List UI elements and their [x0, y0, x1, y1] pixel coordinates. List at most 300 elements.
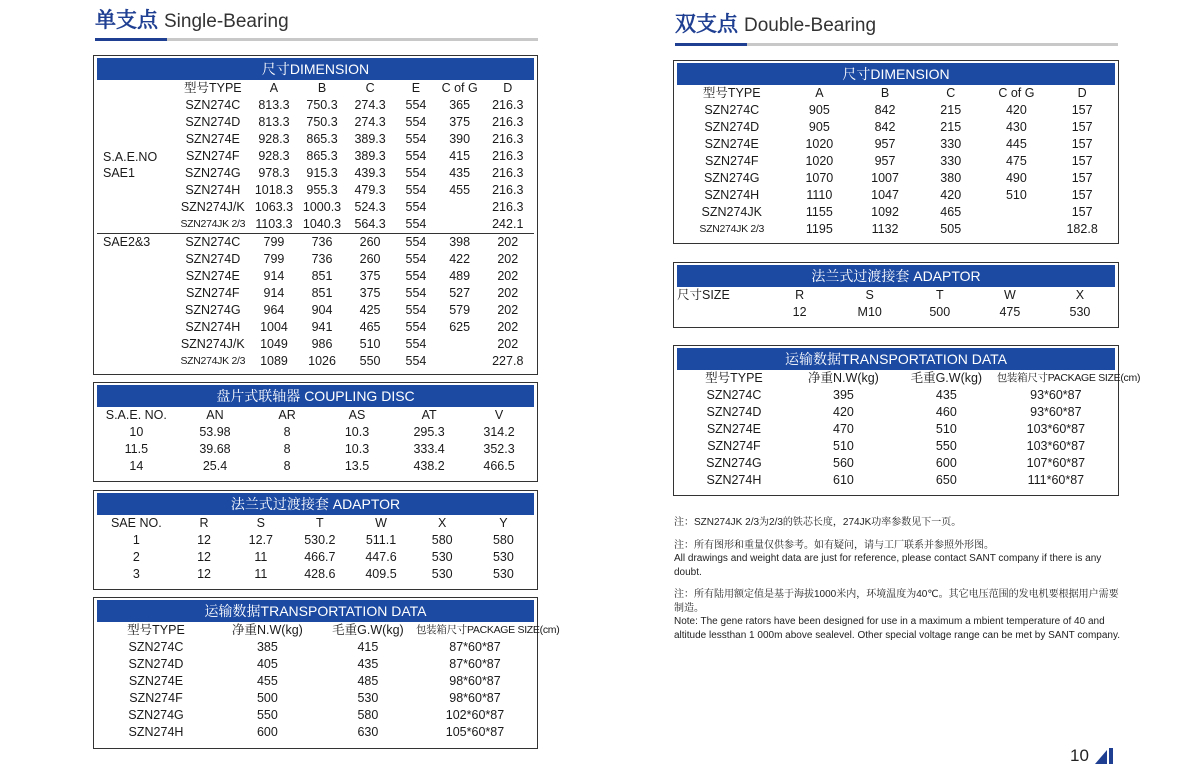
- table-cell: SZN274D: [185, 115, 241, 129]
- table-cell: 202: [497, 337, 519, 351]
- table-row: [97, 639, 534, 656]
- table-cell: 389.3: [354, 149, 386, 163]
- table-cell: 157: [1071, 171, 1093, 185]
- table-cell: 736: [311, 252, 333, 266]
- table-cell: 216.3: [492, 132, 524, 146]
- table-title-row: [97, 58, 534, 80]
- header-row: [97, 407, 534, 424]
- table-cell: 799: [250, 234, 298, 252]
- note-2-cn: 注：所有图形和重量仅供参考。如有疑问，请与工厂联系并参照外形图。: [674, 539, 994, 551]
- table-cell: 385: [256, 640, 278, 654]
- column-header: S: [865, 288, 874, 302]
- table-cell: 851: [311, 286, 333, 300]
- table-cell: 957: [874, 137, 896, 151]
- table-cell: 227.8: [492, 354, 524, 368]
- table-cell: 750.3: [306, 115, 338, 129]
- table-cell: 390: [449, 132, 471, 146]
- column-header: AN: [206, 408, 224, 422]
- table-cell: 3: [132, 567, 140, 581]
- column-header: W: [1003, 288, 1016, 302]
- column-header: 净重N.W(kg): [232, 623, 303, 637]
- table-cell: SZN274C: [185, 98, 241, 112]
- right-dimension-table: [673, 60, 1119, 244]
- table-cell: 157: [1071, 205, 1093, 219]
- table-cell: 986: [311, 337, 333, 351]
- table-cell: 375: [449, 115, 471, 129]
- table-cell: SZN274F: [705, 154, 759, 168]
- table-cell: 202: [497, 320, 519, 334]
- table-cell: SZN274F: [186, 149, 240, 163]
- table-cell: 428.6: [304, 567, 336, 581]
- table-cell: 8: [283, 459, 291, 473]
- table-cell: 1155: [805, 205, 833, 219]
- table-cell: 550: [359, 354, 381, 368]
- table-title-row: [97, 385, 534, 407]
- left-title-en: Single-Bearing: [164, 11, 289, 32]
- table-cell: M10: [857, 305, 882, 319]
- column-header: B: [317, 81, 327, 95]
- table-row: [677, 221, 1115, 238]
- table-cell: 420: [940, 188, 962, 202]
- table-cell: 554: [405, 132, 427, 146]
- table-row: [677, 187, 1115, 204]
- table-cell: 98*60*87: [449, 674, 501, 688]
- table-cell: 465: [359, 320, 381, 334]
- left-dimension-body: [97, 58, 534, 370]
- table-cell: 215: [940, 103, 962, 117]
- table-cell: 554: [405, 320, 427, 334]
- column-header: AS: [348, 408, 366, 422]
- table-cell: 510: [359, 337, 381, 351]
- table-cell: 530: [431, 567, 453, 581]
- table-cell: SZN274H: [185, 320, 241, 334]
- table-cell: SZN274G: [706, 456, 762, 470]
- table-cell: 333.4: [413, 442, 445, 456]
- table-cell: 750.3: [306, 98, 338, 112]
- header-row: [677, 287, 1115, 304]
- table-cell: 425: [359, 303, 381, 317]
- table-title: 尺寸DIMENSION: [677, 63, 1115, 85]
- table-cell: SZN274F: [129, 691, 183, 705]
- table-cell: 1007: [871, 171, 899, 185]
- table-cell: SZN274C: [706, 388, 762, 402]
- table-cell: 1018.3: [254, 183, 294, 197]
- table-cell: 554: [405, 166, 427, 180]
- table-cell: 182.8: [1066, 222, 1098, 236]
- table-cell: 865.3: [306, 132, 338, 146]
- table-cell: 1049: [260, 337, 288, 351]
- column-header: SAE NO.: [110, 516, 162, 530]
- table-cell: 39.68: [199, 442, 231, 456]
- table-row: [97, 532, 534, 549]
- table-title-row: [97, 493, 534, 515]
- table-cell: 157: [1071, 188, 1093, 202]
- table-cell: 11: [254, 567, 268, 581]
- table-cell: 202: [497, 303, 519, 317]
- table-cell: 1047: [871, 188, 899, 202]
- table-cell: SZN274H: [704, 188, 760, 202]
- table-cell: 389.3: [354, 132, 386, 146]
- table-cell: SZN274H: [185, 183, 241, 197]
- table-cell: 1092: [871, 205, 899, 219]
- table-cell: 25.4: [202, 459, 228, 473]
- table-cell: 905: [808, 120, 830, 134]
- table-cell: 610: [833, 473, 854, 487]
- table-cell: 157: [1071, 154, 1093, 168]
- note-1: 注：SZN274JK 2/3为2/3的铁芯长度，274JK功率参数见下一页。: [674, 517, 962, 528]
- header-row: [677, 85, 1115, 102]
- left-title-underline: [95, 38, 538, 41]
- table-cell: 851: [311, 269, 333, 283]
- column-header: C: [946, 86, 956, 100]
- table-cell: [677, 304, 765, 321]
- table-cell: 11.5: [124, 442, 149, 456]
- table-cell: SZN274C: [128, 640, 184, 654]
- table-cell: 330: [940, 154, 962, 168]
- table-cell: 554: [405, 200, 427, 214]
- left-dimension-table: [93, 55, 538, 375]
- table-cell: 415: [449, 149, 471, 163]
- table-row: [677, 438, 1115, 455]
- column-header: C of G: [441, 81, 478, 95]
- column-header: Y: [499, 516, 508, 530]
- table-cell: [984, 221, 1050, 238]
- column-header: 净重N.W(kg): [808, 371, 879, 385]
- page-number: 10: [1070, 746, 1089, 765]
- table-cell: 435: [935, 388, 957, 402]
- column-header: T: [316, 516, 324, 530]
- column-header: 型号TYPE: [183, 81, 242, 95]
- table-row: [97, 724, 534, 741]
- table-cell: 202: [497, 286, 519, 300]
- table-cell: SZN274D: [706, 405, 762, 419]
- table-cell: 216.3: [492, 183, 524, 197]
- table-cell: 550: [256, 708, 278, 722]
- column-header: S: [256, 516, 266, 530]
- table-title: 法兰式过渡接套 ADAPTOR: [677, 265, 1115, 287]
- table-title: 运输数据TRANSPORTATION DATA: [97, 600, 534, 622]
- table-cell: 915.3: [306, 166, 338, 180]
- table-cell: 600: [256, 725, 278, 739]
- table-cell: 1000.3: [302, 200, 342, 214]
- right-adaptor-table: [673, 262, 1119, 328]
- header-row: [677, 370, 1115, 387]
- table-cell: 524.3: [354, 200, 386, 214]
- table-cell: 1110: [806, 188, 833, 202]
- table-cell: 12: [197, 567, 211, 581]
- column-header: S.A.E. NO.: [105, 408, 167, 422]
- table-cell: 941: [311, 320, 333, 334]
- table-cell: 435: [449, 166, 471, 180]
- table-cell: SZN274J/K: [180, 337, 245, 351]
- table-cell: 1: [132, 533, 140, 547]
- table-cell: 554: [405, 98, 427, 112]
- table-cell: 914: [263, 286, 285, 300]
- table-cell: 202: [497, 252, 519, 266]
- table-cell: 375: [359, 269, 381, 283]
- table-row: [97, 458, 534, 475]
- table-cell: 8: [283, 425, 291, 439]
- table-cell: 554: [405, 337, 427, 351]
- table-cell: 447.6: [365, 550, 397, 564]
- table-cell: 964: [263, 303, 285, 317]
- column-header: X: [1075, 288, 1085, 302]
- table-cell: 554: [405, 149, 427, 163]
- table-cell: 455: [449, 183, 471, 197]
- table-cell: 53.98: [199, 425, 231, 439]
- column-header: C of G: [998, 86, 1035, 100]
- table-cell: SZN274JK 2/3: [699, 223, 765, 235]
- table-cell: 554: [405, 115, 427, 129]
- table-cell: SZN274JK 2/3: [180, 355, 246, 367]
- table-cell: 103*60*87: [1026, 439, 1086, 453]
- right-title-cn: 双支点: [675, 13, 738, 36]
- table-row: [97, 656, 534, 673]
- table-cell: 475: [999, 305, 1021, 319]
- left-title-cn: 单支点: [95, 9, 158, 32]
- table-row: [677, 153, 1115, 170]
- table-cell: 157: [1071, 103, 1093, 117]
- table-cell: 380: [940, 171, 962, 185]
- column-header: 型号TYPE: [705, 371, 763, 385]
- table-cell: SZN274JK: [701, 205, 762, 219]
- table-cell: 955.3: [306, 183, 338, 197]
- table-cell: 842: [874, 103, 896, 117]
- table-title-row: [97, 600, 534, 622]
- table-cell: 93*60*87: [1030, 405, 1082, 419]
- table-cell: 554: [394, 234, 438, 252]
- table-cell: 439.3: [354, 166, 386, 180]
- note-2-en: All drawings and weight data are just for reference, please contact SANT company if there is any doubt.: [674, 553, 1102, 578]
- table-title: 尺寸DIMENSION: [97, 58, 534, 80]
- column-header: A: [269, 81, 279, 95]
- table-cell: 1070: [805, 171, 834, 185]
- table-cell: 314.2: [483, 425, 515, 439]
- table-cell: 216.3: [492, 98, 524, 112]
- table-cell: 813.3: [258, 98, 290, 112]
- table-cell: SZN274H: [706, 473, 762, 487]
- table-cell: 405: [256, 657, 278, 671]
- table-cell: SZN274F: [186, 286, 240, 300]
- table-cell: SZN274F: [707, 439, 761, 453]
- table-cell: 260: [346, 234, 394, 252]
- table-cell: SZN274D: [185, 252, 241, 266]
- table-cell: 216.3: [492, 166, 524, 180]
- header-row: [97, 515, 534, 532]
- table-cell: 799: [263, 252, 285, 266]
- table-row: [677, 170, 1115, 187]
- table-title-row: [677, 265, 1115, 287]
- column-header: A: [815, 86, 824, 100]
- table-cell: SZN274C: [176, 234, 250, 252]
- table-cell: 978.3: [258, 166, 290, 180]
- table-cell: 12: [197, 533, 211, 547]
- table-cell: 527: [449, 286, 471, 300]
- table-row: [97, 97, 534, 114]
- column-header: 毛重G.W(kg): [332, 623, 404, 637]
- note-3-cn: 注：所有陆用额定值是基于海拔1000米内，环境温度为40℃。其它电压范围的发电机要根据用户需要制造。: [674, 589, 1119, 614]
- table-cell: 365: [449, 98, 471, 112]
- table-cell: 330: [940, 137, 962, 151]
- table-cell: 1089: [260, 354, 288, 368]
- table-cell: 564.3: [354, 217, 386, 231]
- table-title: 法兰式过渡接套 ADAPTOR: [97, 493, 534, 515]
- table-cell: 445: [1005, 137, 1027, 151]
- table-cell: 905: [808, 103, 830, 117]
- table-row: [677, 119, 1115, 136]
- table-cell: 928.3: [258, 149, 290, 163]
- group-header-cell: [97, 80, 176, 97]
- table-cell: 216.3: [492, 200, 524, 214]
- table-cell: 216.3: [492, 115, 524, 129]
- table-cell: 928.3: [258, 132, 290, 146]
- table-cell: 630: [357, 725, 379, 739]
- column-header: AT: [421, 408, 437, 422]
- table-cell: 420: [1005, 103, 1027, 117]
- table-cell: 466.5: [483, 459, 515, 473]
- table-cell: 260: [359, 252, 381, 266]
- header-row: [97, 622, 534, 639]
- table-row: [677, 404, 1115, 421]
- table-cell: 10.3: [344, 425, 370, 439]
- column-header: T: [935, 288, 944, 302]
- table-cell: 580: [492, 533, 514, 547]
- table-cell: [438, 336, 482, 353]
- table-cell: 465: [940, 205, 962, 219]
- table-cell: 352.3: [483, 442, 515, 456]
- table-cell: 554: [405, 303, 427, 317]
- table-cell: SZN274G: [185, 166, 241, 180]
- coupling-disc-table: [93, 382, 538, 482]
- table-cell: 1004: [260, 320, 288, 334]
- table-cell: 842: [874, 120, 896, 134]
- table-cell: 375: [359, 286, 381, 300]
- table-cell: 107*60*87: [1026, 456, 1086, 470]
- table-row: [677, 204, 1115, 221]
- table-cell: 111*60*87: [1027, 473, 1085, 487]
- column-header: V: [494, 408, 504, 422]
- table-cell: 530: [492, 550, 514, 564]
- notes: [674, 516, 1120, 651]
- header-row: [97, 80, 534, 97]
- table-cell: 93*60*87: [1030, 388, 1082, 402]
- table-cell: 420: [833, 405, 854, 419]
- table-cell: 14: [129, 459, 144, 473]
- table-row: [97, 690, 534, 707]
- table-cell: 1040.3: [302, 217, 342, 231]
- table-title: 运输数据TRANSPORTATION DATA: [677, 348, 1115, 370]
- column-header: D: [503, 81, 513, 95]
- table-cell: 485: [357, 674, 379, 688]
- table-cell: 904: [311, 303, 333, 317]
- table-cell: SZN274G: [185, 303, 241, 317]
- table-cell: 505: [940, 222, 962, 236]
- table-cell: 530.2: [304, 533, 336, 547]
- group-label: SAE2&3: [97, 234, 176, 371]
- table-cell: 13.5: [344, 459, 370, 473]
- table-cell: 455: [256, 674, 278, 688]
- table-cell: 12.7: [248, 533, 274, 547]
- column-header: 尺寸SIZE: [677, 288, 730, 302]
- column-header: 包装箱尺寸PACKAGE SIZE(cm): [996, 372, 1141, 384]
- table-cell: 12: [792, 305, 807, 319]
- table-row: [97, 424, 534, 441]
- table-cell: 1103.3: [255, 217, 293, 231]
- column-header: 型号TYPE: [127, 623, 185, 637]
- table-cell: 554: [405, 354, 427, 368]
- table-cell: 274.3: [354, 115, 386, 129]
- table-cell: 914: [263, 269, 285, 283]
- table-cell: 489: [449, 269, 471, 283]
- left-section-title: [95, 4, 289, 34]
- page-corner-icon: [1095, 748, 1115, 764]
- table-cell: SZN274J/K: [180, 200, 245, 214]
- table-cell: 1132: [871, 222, 899, 236]
- table-cell: 422: [449, 252, 471, 266]
- table-cell: 11: [254, 550, 268, 564]
- table-row: [677, 304, 1115, 321]
- left-adaptor-table: [93, 490, 538, 590]
- table-cell: 202: [497, 269, 519, 283]
- table-cell: 510: [1005, 188, 1027, 202]
- table-cell: 409.5: [365, 567, 397, 581]
- table-cell: 460: [935, 405, 957, 419]
- table-cell: [438, 216, 482, 234]
- table-cell: 430: [1005, 120, 1027, 134]
- table-cell: 530: [492, 567, 514, 581]
- table-cell: SZN274D: [128, 657, 184, 671]
- table-cell: 2: [132, 550, 140, 564]
- table-cell: 1195: [805, 222, 833, 236]
- table-cell: 554: [405, 269, 427, 283]
- table-cell: 560: [833, 456, 854, 470]
- table-cell: 865.3: [306, 149, 338, 163]
- note-3-en: Note: The gene rators have been designed for use in a maximum a mbient temperature of 40 and altitude lessthan 1 000m above sealevel. Other special voltage range can be met by SANT company.: [674, 616, 1120, 641]
- table-row: [677, 421, 1115, 438]
- table-cell: [438, 199, 482, 216]
- table-cell: 102*60*87: [445, 708, 505, 722]
- right-title-underline: [675, 43, 1118, 46]
- column-header: 毛重G.W(kg): [910, 371, 983, 385]
- table-cell: 500: [256, 691, 278, 705]
- table-cell: 650: [935, 473, 957, 487]
- table-cell: 435: [357, 657, 379, 671]
- table-cell: 87*60*87: [449, 657, 501, 671]
- table-cell: 530: [1069, 305, 1091, 319]
- column-header: R: [199, 516, 209, 530]
- column-header: R: [795, 288, 805, 302]
- table-cell: 1020: [805, 137, 834, 151]
- table-cell: 10: [129, 425, 144, 439]
- table-cell: SZN274E: [704, 137, 759, 151]
- table-cell: SZN274JK 2/3: [180, 218, 246, 230]
- table-cell: 466.7: [304, 550, 336, 564]
- column-header: X: [438, 516, 447, 530]
- table-cell: 600: [935, 456, 957, 470]
- table-cell: 395: [833, 388, 854, 402]
- table-cell: 202: [482, 234, 535, 252]
- table-cell: 157: [1071, 137, 1093, 151]
- table-cell: 274.3: [354, 98, 386, 112]
- table-cell: 1063.3: [254, 200, 294, 214]
- table-cell: SZN274G: [128, 708, 184, 722]
- table-cell: 215: [940, 120, 962, 134]
- table-cell: 470: [833, 422, 854, 436]
- table-cell: 511.1: [365, 533, 397, 547]
- table-cell: SZN274G: [703, 171, 760, 185]
- table-cell: 813.3: [258, 115, 290, 129]
- table-cell: SZN274E: [185, 132, 240, 146]
